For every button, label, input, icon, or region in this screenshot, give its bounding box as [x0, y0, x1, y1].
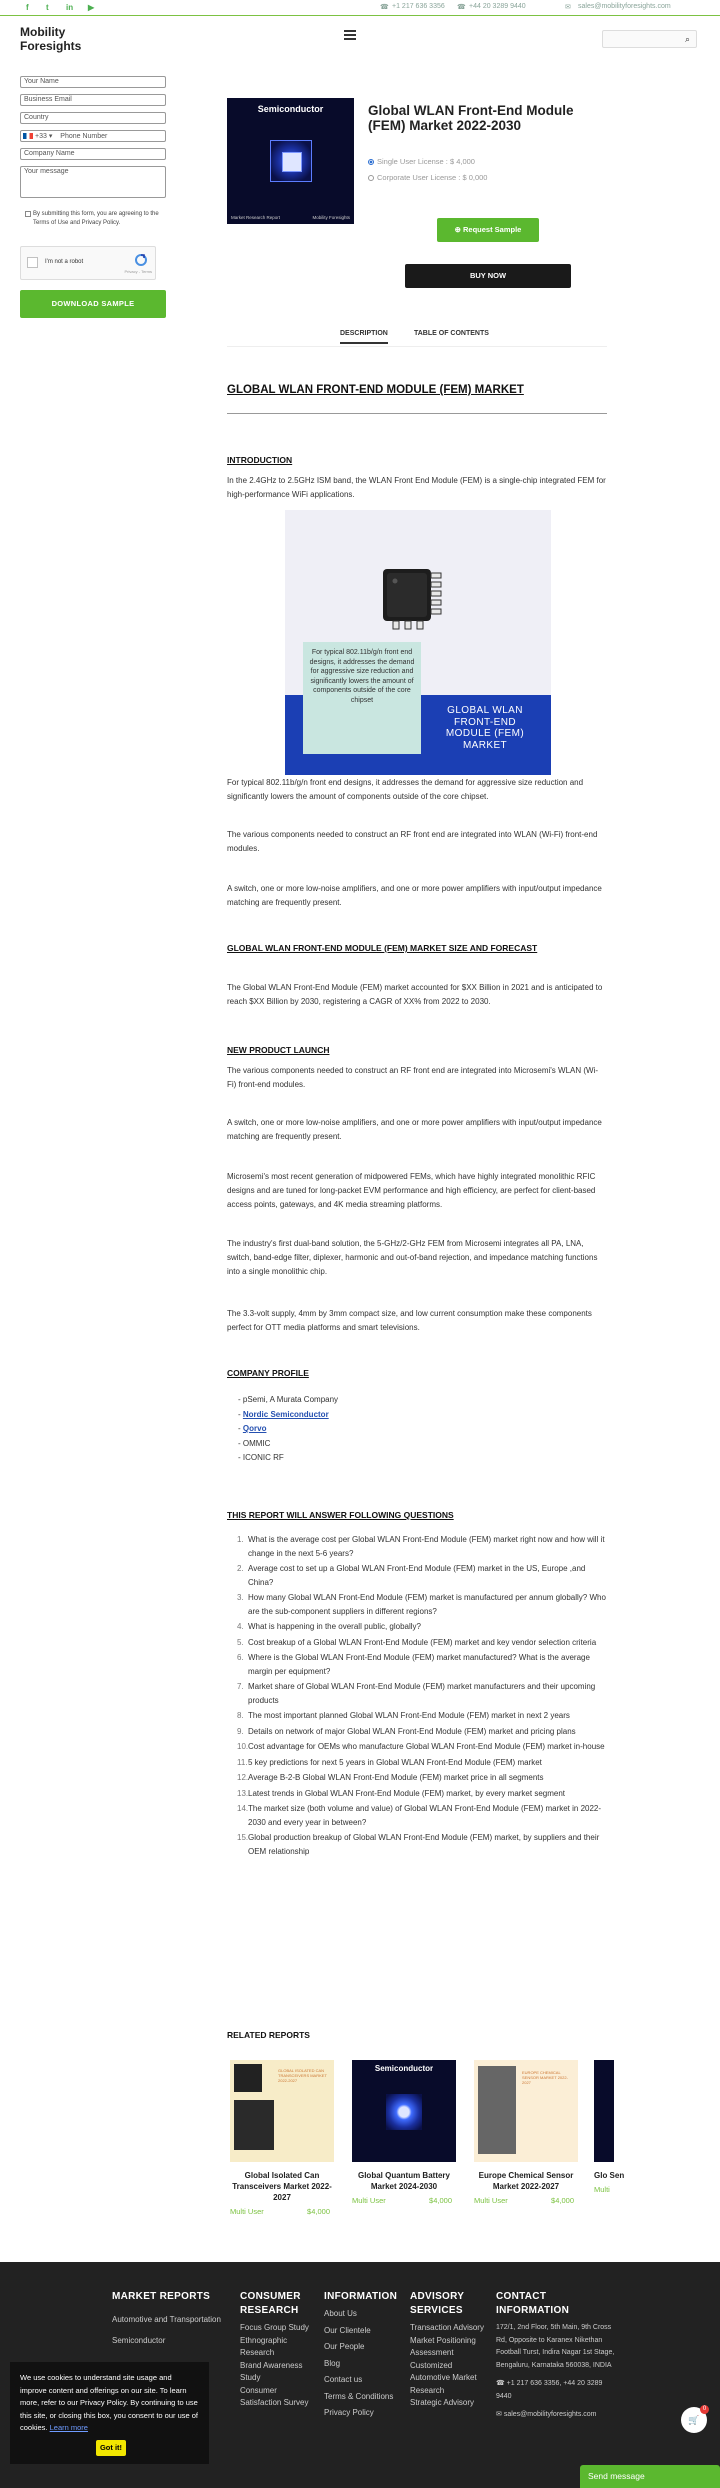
footer-link[interactable]: Customized Automotive Market Research — [410, 2360, 477, 2395]
captcha-label: I'm not a robot — [45, 259, 84, 265]
questions-list — [237, 1533, 607, 1860]
question-text: What is the average cost per Global WLAN Front-End Module (FEM) market right now and how will it change in the next 5-6 years? — [248, 1535, 605, 1558]
question-number: 11. — [237, 1757, 248, 1767]
france-flag-icon[interactable] — [23, 133, 33, 139]
phone-code-arrow-icon: ▾ — [48, 133, 53, 140]
question-text: Where is the Global WLAN Front-End Module (FEM) market manufactured? What is the average margin per equipment? — [248, 1653, 590, 1676]
footer-link[interactable]: Ethnographic Research — [240, 2335, 288, 2357]
question-item — [237, 1591, 607, 1618]
search-icon[interactable]: ⌕ — [684, 34, 690, 44]
related-card-title[interactable]: Europe Chemical Sensor Market 2022-2027 — [478, 2171, 574, 2191]
top-bar — [0, 0, 720, 16]
question-text: Market share of Global WLAN Front-End Module (FEM) market manufacturers and their upcoming products — [248, 1682, 596, 1705]
related-card-user: Multi User — [474, 2196, 508, 2205]
launch-paragraph-2: A switch, one or more low-noise amplifiers, and one or more power amplifiers with input/output impedance matching are frequently present. — [227, 1118, 602, 1141]
fem-chip-icon — [373, 555, 453, 635]
question-text: How many Global WLAN Front-End Module (FEM) market is manufactured per annum globally? Who are the sub-component suppliers in different regions? — [248, 1593, 606, 1616]
footer-link[interactable]: Contact us — [324, 2375, 363, 2384]
question-text: What is happening in the overall public, globally? — [248, 1622, 421, 1631]
related-card-image — [474, 2060, 578, 2162]
related-card-price: $4,000 — [307, 2207, 330, 2216]
launch-paragraph-5: The 3.3-volt supply, 4mm by 3mm compact size, and low current consumption make these components perfect for OTT media platforms and smart televisions. — [227, 1309, 592, 1332]
related-card-image-text: EUROPE CHEMICAL SENSOR MARKET 2022-2027 — [522, 2070, 568, 2085]
related-card[interactable] — [474, 2060, 578, 2208]
tab-table-of-contents[interactable]: TABLE OF CONTENTS — [414, 330, 489, 337]
phone-icon-2: ☎ — [457, 4, 466, 11]
chip-icon — [386, 2094, 422, 2130]
send-message-button[interactable] — [580, 2465, 720, 2488]
radio-icon[interactable] — [368, 175, 374, 181]
twitter-icon[interactable]: t — [46, 3, 49, 12]
questions-heading: THIS REPORT WILL ANSWER FOLLOWING QUESTIONS — [227, 1510, 454, 1520]
related-card-user: Multi User — [352, 2196, 386, 2205]
chip-image — [234, 2064, 262, 2092]
footer-link[interactable]: Semiconductor — [112, 2335, 166, 2345]
question-number: 5. — [237, 1637, 244, 1647]
logo[interactable] — [20, 25, 100, 55]
related-card-image-text: GLOBAL ISOLATED CAN TRANSCEIVERS MARKET 2022-2027 — [278, 2068, 327, 2083]
footer-link[interactable]: Our Clientele — [324, 2325, 371, 2335]
buy-now-button[interactable]: BUY NOW — [405, 264, 571, 288]
cart-count-badge: 0 — [700, 2405, 709, 2414]
related-card-price-row — [352, 2196, 456, 2208]
cookie-banner — [10, 2362, 209, 2464]
paragraph-3: A switch, one or more low-noise amplifiers, and one or more power amplifiers with input/output impedance matching are frequently present. — [227, 884, 602, 907]
company-link[interactable]: Nordic Semiconductor — [242, 1409, 329, 1419]
main-heading: GLOBAL WLAN FRONT-END MODULE (FEM) MARKET — [227, 384, 524, 396]
question-text: Cost advantage for OEMs who manufacture Global WLAN Front-End Module (FEM) market in-house — [248, 1742, 605, 1751]
logo-line-1: Mobility — [20, 25, 66, 39]
cookie-accept-button[interactable]: Got it! — [96, 2440, 126, 2456]
email-icon: ✉ — [565, 4, 571, 11]
consent-text: By submitting this form, you are agreeing to the Terms of Use and Privacy Policy. — [33, 211, 159, 226]
captcha-links[interactable]: Privacy - Terms — [124, 269, 152, 274]
company-profile-heading: COMPANY PROFILE — [227, 1368, 309, 1378]
footer-email-text[interactable]: sales@mobilityforesights.com — [503, 2411, 597, 2418]
related-card[interactable] — [230, 2060, 334, 2219]
related-card-price: $4,000 — [551, 2196, 574, 2205]
question-item — [237, 1620, 607, 1634]
related-card-title[interactable]: Global Isolated Can Transceivers Market 2022-2027 — [232, 2171, 332, 2202]
footer-col-advisory — [410, 2290, 490, 2410]
phone-icon: ☎ — [380, 4, 389, 11]
question-item — [237, 1636, 607, 1650]
footer-col-title: MARKET REPORTS — [112, 2291, 211, 2302]
tabs-divider — [227, 346, 607, 347]
infographic-title: GLOBAL WLAN FRONT-END MODULE (FEM) MARKET — [445, 705, 525, 751]
phone-icon: ☎ — [496, 2380, 507, 2387]
question-number: 13. — [237, 1788, 249, 1798]
download-sample-button[interactable]: DOWNLOAD SAMPLE — [20, 290, 166, 318]
license-corporate-label: Corporate User License : $ 0,000 — [377, 173, 488, 182]
launch-paragraph-1: The various components needed to construct an RF front end are integrated into Microsemi's WLAN (Wi-Fi) front-end modules. — [227, 1066, 599, 1089]
footer-col-market-reports — [112, 2290, 232, 2347]
radio-selected-icon[interactable] — [368, 159, 374, 165]
paragraph-2: The various components needed to construct an RF front end are integrated into WLAN (Wi-Fi) front-end modules. — [227, 830, 598, 853]
question-number: 6. — [237, 1653, 244, 1662]
footer-link[interactable]: Market Positioning Assessment — [410, 2335, 476, 2357]
question-text: Cost breakup of a Global WLAN Front-End Module (FEM) market and key vendor selection criteria — [248, 1637, 597, 1647]
question-item — [237, 1787, 607, 1801]
linkedin-icon[interactable]: in — [66, 3, 74, 12]
new-product-launch-heading: NEW PRODUCT LAUNCH — [227, 1045, 330, 1055]
question-number: 12. — [237, 1773, 249, 1782]
request-sample-button[interactable] — [437, 218, 539, 242]
question-text: Average cost to set up a Global WLAN Front-End Module (FEM) market in the US, Europe ,and China? — [248, 1564, 586, 1587]
related-card-price: $4,000 — [429, 2196, 452, 2205]
tab-description[interactable]: DESCRIPTION — [340, 330, 388, 344]
question-text: 5 key predictions for next 5 years in Global WLAN Front-End Module (FEM) market — [248, 1757, 542, 1767]
question-item — [237, 1709, 607, 1723]
question-text: The most important planned Global WLAN Front-End Module (FEM) market in next 2 years — [248, 1711, 570, 1720]
question-number: 4. — [237, 1622, 244, 1631]
footer-link[interactable]: Strategic Advisory — [410, 2398, 475, 2407]
plus-circle-icon: ⊕ — [454, 225, 463, 234]
search-input[interactable] — [602, 30, 697, 48]
related-card-price-row — [230, 2207, 334, 2219]
company-name: ICONIC RF — [242, 1453, 284, 1462]
cart-icon: 🛒 — [688, 2415, 700, 2425]
question-text: Latest trends in Global WLAN Front-End Module (FEM) market, by every market segment — [248, 1788, 566, 1798]
question-text: Global production breakup of Global WLAN Front-End Module (FEM) market, by suppliers and their OEM relationship — [248, 1833, 600, 1856]
email-icon: ✉ — [496, 2411, 504, 2418]
related-card-image — [352, 2060, 456, 2162]
phone-link-2[interactable]: +44 20 3289 9440 — [469, 3, 526, 10]
footer-link[interactable]: Brand Awareness Study — [240, 2360, 303, 2382]
related-card-price-row — [474, 2196, 578, 2208]
footer-link[interactable]: Blog — [324, 2358, 341, 2368]
question-text: The market size (both volume and value) of Global WLAN Front-End Module (FEM) market in 2022-2030 and every year in between? — [248, 1804, 602, 1827]
question-text: Average B-2-B Global WLAN Front-End Module (FEM) market price in all segments — [248, 1773, 544, 1782]
related-card-image-text: Semiconductor — [374, 2064, 434, 2073]
footer-address: 172/1, 2nd Floor, 5th Main, 9th Cross Rd, Opposite to Karanex Nikethan Football Turst, Indira Nagar 1st Stage, Bengaluru, Karnataka 560038, INDIA — [496, 2324, 615, 2369]
footer-col-title: CONTACT INFORMATION — [496, 2291, 570, 2316]
email-link[interactable]: sales@mobilityforesights.com — [578, 3, 671, 10]
market-infographic — [285, 510, 551, 775]
company-field[interactable]: Company Name — [20, 148, 166, 160]
question-item — [237, 1725, 607, 1739]
country-field[interactable]: Country — [20, 112, 166, 124]
facebook-icon[interactable]: f — [26, 3, 29, 12]
footer-link[interactable]: About Us — [324, 2309, 357, 2318]
launch-paragraph-4: The industry's first dual-band solution, the 5-GHz/2-GHz FEM from Microsemi integrates all PA, LNA, switch, band-edge filter, diplexer, harmonic and out-of-band rejection, and impedance matching functions into a single monolithic chip. — [227, 1239, 598, 1276]
footer-col-information — [324, 2290, 399, 2420]
footer-link[interactable]: Focus Group Study — [240, 2323, 309, 2332]
recaptcha-icon — [133, 253, 149, 267]
question-number: 15. — [237, 1833, 249, 1842]
question-number: 8. — [237, 1711, 244, 1720]
footer-col-title: INFORMATION — [324, 2291, 398, 2302]
license-single[interactable] — [368, 157, 475, 166]
chip-image — [234, 2100, 274, 2150]
footer-email[interactable] — [496, 2409, 616, 2422]
related-card-image — [594, 2060, 614, 2162]
question-item — [237, 1562, 607, 1589]
question-number: 1. — [237, 1535, 244, 1544]
question-number: 10. — [237, 1742, 249, 1751]
related-card-title[interactable]: Glo Sen — [594, 2171, 625, 2180]
footer-phone-text[interactable]: +1 217 636 3356, +44 20 3289 9440 — [496, 2380, 603, 2400]
phone-code[interactable]: +33 — [35, 133, 47, 140]
related-card-image — [230, 2060, 334, 2162]
phone-placeholder: Phone Number — [60, 133, 108, 140]
launch-paragraph-3: Microsemi's most recent generation of midpowered FEMs, which have highly integrated monolithic RFIC designs and are tuned for long-packet EVM performance and high efficiency, are perfect for client-based access points, gateways, and 4K media streaming platforms. — [227, 1172, 596, 1209]
chip-icon — [270, 140, 312, 182]
youtube-icon[interactable]: ▶ — [88, 3, 95, 12]
footer-phone[interactable] — [496, 2378, 616, 2403]
footer-link[interactable]: Terms & Conditions — [324, 2391, 394, 2401]
related-card[interactable] — [594, 2060, 625, 2197]
heading-divider — [227, 413, 607, 414]
name-field[interactable]: Your Name — [20, 76, 166, 88]
question-number: 7. — [237, 1682, 244, 1691]
question-item — [237, 1740, 607, 1754]
market-size-heading: GLOBAL WLAN FRONT-END MODULE (FEM) MARKET SIZE AND FORECAST — [227, 943, 538, 953]
sensor-image — [478, 2066, 516, 2154]
captcha-checkbox[interactable] — [27, 257, 38, 268]
question-item — [237, 1756, 607, 1770]
recaptcha[interactable] — [20, 246, 156, 280]
footer-link[interactable]: Consumer Satisfaction Survey — [240, 2385, 309, 2407]
question-text: Details on network of major Global WLAN Front-End Module (FEM) market and pricing plans — [248, 1726, 576, 1736]
footer-col-title: CONSUMER RESEARCH — [240, 2291, 301, 2316]
cookie-text: We use cookies to understand site usage and improve content and offerings on our site. To learn more, refer to our Privacy Policy. By continuing to use this site, or closing this box, you consent to our use of cookies. — [20, 2373, 199, 2432]
footer-col-title: ADVISORY SERVICES — [410, 2291, 465, 2316]
company-name: OMMIC — [242, 1438, 271, 1448]
question-item — [237, 1533, 607, 1560]
related-reports-heading: RELATED REPORTS — [227, 2030, 310, 2040]
logo-line-2: Foresights — [20, 39, 82, 53]
question-item — [237, 1680, 607, 1707]
question-number: 9. — [237, 1726, 244, 1736]
cart-button[interactable] — [681, 2407, 707, 2433]
footer-col-consumer-research — [240, 2290, 315, 2410]
company-item: - ICONIC RF — [238, 1453, 284, 1462]
question-item — [237, 1802, 607, 1829]
request-sample-label: Request Sample — [463, 225, 522, 234]
consent-checkbox[interactable] — [25, 211, 31, 217]
question-number: 3. — [237, 1593, 244, 1602]
company-item[interactable]: - Nordic Semiconductor — [238, 1409, 329, 1419]
company-link[interactable]: Qorvo — [242, 1424, 267, 1433]
cookie-learn-more-link[interactable]: Learn more — [49, 2423, 88, 2432]
cover-title: Semiconductor — [257, 104, 324, 114]
question-item — [237, 1651, 607, 1678]
company-item: - OMMIC — [238, 1438, 271, 1448]
company-name: pSemi, A Murata Company — [242, 1395, 339, 1404]
footer-link[interactable]: Our People — [324, 2342, 365, 2351]
related-card-title[interactable]: Global Quantum Battery Market 2024-2030 — [357, 2171, 450, 2191]
footer-link[interactable]: Transaction Advisory — [410, 2323, 484, 2332]
license-single-label: Single User License : $ 4,000 — [377, 157, 475, 166]
related-card-user: Multi — [594, 2185, 610, 2194]
email-field[interactable]: Business Email — [20, 94, 166, 106]
message-field[interactable]: Your message — [20, 166, 166, 198]
phone-field[interactable] — [20, 130, 166, 142]
infographic-box: For typical 802.11b/g/n front end designs, it addresses the demand for aggressive size reduction and significantly lowers the amount of components outside of the core chipset — [303, 642, 421, 754]
product-cover-image — [227, 98, 354, 224]
intro-heading: INTRODUCTION — [227, 455, 293, 465]
send-message-label: Send message — [588, 2471, 645, 2481]
question-number: 2. — [237, 1564, 244, 1573]
paragraph-1: For typical 802.11b/g/n front end designs, it addresses the demand for aggressive size reduction and significantly lowers the amount of components outside of the core chipset. — [227, 778, 584, 801]
company-list — [238, 1395, 338, 1468]
phone-link[interactable]: +1 217 636 3356 — [392, 3, 445, 10]
cover-footer: Market Research Report — [231, 215, 281, 220]
market-size-paragraph: The Global WLAN Front-End Module (FEM) market accounted for $XX Billion in 2021 and is anticipated to reach $XX Billion by 2030, registering a CAGR of XX% from 2022 to 2030. — [227, 983, 603, 1006]
cover-brand: Mobility Foresights — [312, 215, 350, 220]
license-corporate[interactable] — [368, 173, 487, 182]
footer-col-contact — [496, 2290, 616, 2422]
question-number: 14. — [237, 1804, 249, 1813]
company-item[interactable]: - Qorvo — [238, 1424, 267, 1433]
question-item — [237, 1831, 607, 1858]
question-item — [237, 1771, 607, 1785]
hamburger-menu-icon[interactable] — [344, 30, 356, 39]
related-card-user: Multi User — [230, 2207, 264, 2216]
footer-link[interactable]: Privacy Policy — [324, 2408, 374, 2417]
related-card[interactable] — [352, 2060, 456, 2208]
company-item: - pSemi, A Murata Company — [238, 1395, 339, 1404]
intro-paragraph: In the 2.4GHz to 2.5GHz ISM band, the WLAN Front End Module (FEM) is a single-chip integrated FEM for high-performance WiFi applications. — [227, 476, 606, 499]
footer-link[interactable]: Automotive and Transportation — [112, 2315, 221, 2324]
product-title: Global WLAN Front-End Module (FEM) Market 2022-2030 — [368, 103, 574, 133]
